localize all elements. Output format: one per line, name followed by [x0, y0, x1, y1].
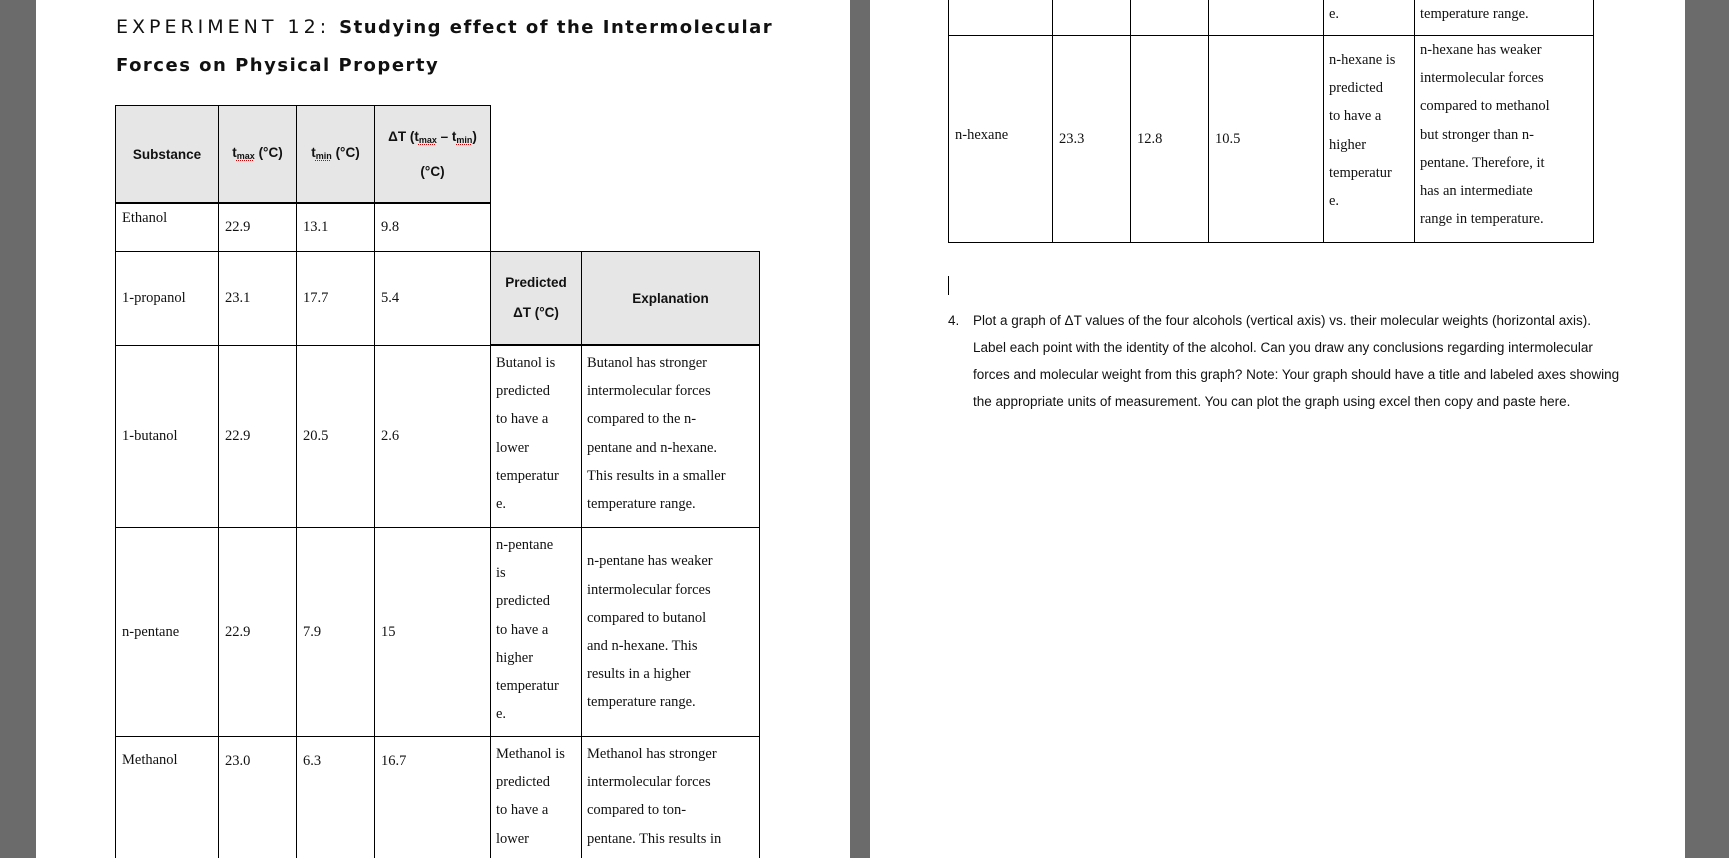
header-delta-t: ΔT $(t_{max} - t_{min})$ (°C) — [374, 105, 491, 204]
cell-dt-butanol: 2.6 — [374, 345, 491, 528]
title-lead: EXPERIMENT 12: — [116, 16, 331, 38]
cell-tmax-hexane: 23.3 — [1052, 35, 1131, 243]
cell-tmax-methanol: 23.0 — [218, 736, 297, 858]
cell-tmin-hexane: 12.8 — [1130, 35, 1209, 243]
cell-tmin-butanol: 20.5 — [296, 345, 375, 528]
cell-right-top-predicted: e. — [1323, 0, 1415, 36]
cell-predicted-methanol: Methanol is predicted to have a lower — [490, 736, 582, 858]
cell-explanation-methanol: Methanol has stronger intermolecular forces compared to ton- pentane. This results in — [581, 736, 760, 858]
text-cursor — [948, 276, 949, 295]
cell-dt-methanol: 16.7 — [374, 736, 491, 858]
cell-substance-ethanol: Ethanol — [115, 203, 219, 252]
cell-right-top-tmin — [1130, 0, 1209, 36]
question-number: 4. — [948, 313, 960, 328]
cell-substance-methanol: Methanol — [115, 736, 219, 858]
cell-right-top-dt — [1208, 0, 1324, 36]
cell-substance-propanol: 1-propanol — [115, 251, 219, 346]
cell-explanation-pentane: n-pentane has weaker intermolecular forces compared to butanol and n-hexane. This results in a higher temperature range. — [581, 527, 760, 737]
cell-right-top-tmax — [1052, 0, 1131, 36]
experiment-title-line2: Forces on Physical Property — [116, 55, 440, 76]
cell-right-top-substance — [948, 0, 1053, 36]
document-page-left[interactable] — [36, 0, 850, 858]
cell-substance-pentane: n-pentane — [115, 527, 219, 737]
cell-predicted-butanol: Butanol is predicted to have a lower temperatur e. — [490, 345, 582, 528]
cell-predicted-pentane: n-pentane is predicted to have a higher temperatur e. — [490, 527, 582, 737]
cell-tmax-pentane: 22.9 — [218, 527, 297, 737]
cell-dt-hexane: 10.5 — [1208, 35, 1324, 243]
header-tmin: $t_{min}$ (°C) — [296, 105, 375, 204]
cell-substance-hexane: n-hexane — [948, 35, 1053, 243]
cell-predicted-hexane: n-hexane is predicted to have a higher temperatur e. — [1323, 35, 1415, 243]
cell-right-top-explanation: temperature range. — [1414, 0, 1594, 36]
cell-substance-butanol: 1-butanol — [115, 345, 219, 528]
cell-dt-pentane: 15 — [374, 527, 491, 737]
cell-dt-ethanol: 9.8 — [374, 203, 491, 252]
experiment-title — [116, 16, 816, 38]
cell-tmax-butanol: 22.9 — [218, 345, 297, 528]
cell-tmax-ethanol: 22.9 — [218, 203, 297, 252]
header-predicted: Predicted ΔT (°C) — [490, 251, 582, 346]
cell-tmax-propanol: 23.1 — [218, 251, 297, 346]
title-bold: Studying effect of the Intermolecular — [339, 17, 774, 38]
question-4 — [948, 307, 1648, 415]
document-page-right[interactable] — [870, 0, 1685, 858]
cell-dt-propanol: 5.4 — [374, 251, 491, 346]
cell-explanation-hexane: n-hexane has weaker intermolecular forces compared to methanol but stronger than n- pentane. Therefore, it has an intermediate range in temperature. — [1414, 35, 1594, 243]
cell-tmin-ethanol: 13.1 — [296, 203, 375, 252]
question-text: Plot a graph of ΔT values of the four alcohols (vertical axis) vs. their molecular weights (horizontal axis). Label each point with the identity of the alcohol. Can you draw any conclusions regarding intermolecular forces and molecular weight from this graph? Note: Your graph should have a title and labeled axes showing the appropriate units of measurement. You can plot the graph using excel then copy and paste here. — [973, 313, 1620, 409]
header-substance: Substance — [115, 105, 219, 204]
cell-tmin-pentane: 7.9 — [296, 527, 375, 737]
header-tmax: $t_{max}$ (°C) — [218, 105, 297, 204]
cell-tmin-methanol: 6.3 — [296, 736, 375, 858]
cell-explanation-butanol: Butanol has stronger intermolecular forces compared to the n- pentane and n-hexane. This results in a smaller temperature range. — [581, 345, 760, 528]
cell-tmin-propanol: 17.7 — [296, 251, 375, 346]
header-explanation: Explanation — [581, 251, 760, 346]
